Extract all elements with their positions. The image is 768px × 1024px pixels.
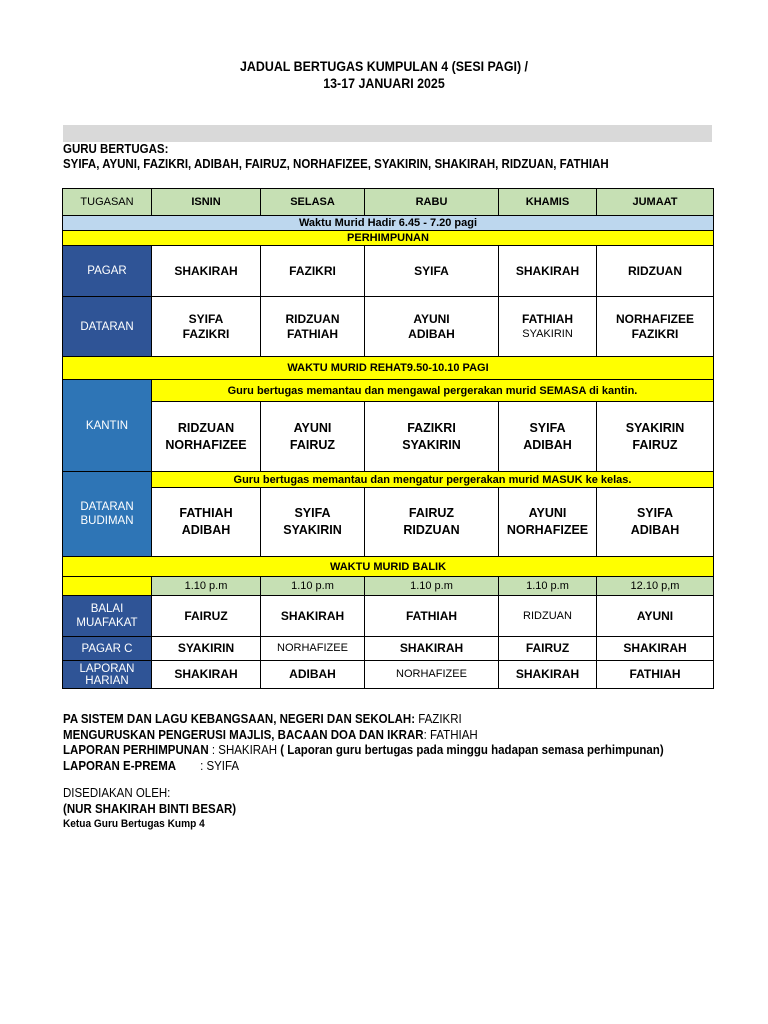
pagar-c-khamis: FAIRUZ xyxy=(499,637,597,661)
dataran-khamis-2: SYAKIRIN xyxy=(522,327,573,340)
kantin-row xyxy=(63,402,714,472)
kantin-label: KANTIN xyxy=(63,380,152,472)
guru-label: GURU BERTUGAS: xyxy=(63,142,169,156)
dataran-budiman-label xyxy=(63,472,152,557)
budiman-jumaat xyxy=(597,488,714,557)
dataran-isnin-2: FAZIKRI xyxy=(182,326,230,341)
time-row xyxy=(63,577,714,596)
preparer-position-text: Ketua Guru Bertugas Kump 4 xyxy=(63,818,205,830)
kantin-isnin-1: RIDZUAN xyxy=(177,420,235,435)
majlis-value: : FATHIAH xyxy=(423,727,478,742)
kantin-rabu-1: FAZIKRI xyxy=(407,420,456,435)
pagar-label: PAGAR xyxy=(63,246,152,297)
header-khamis: KHAMIS xyxy=(499,189,597,216)
laporan-eprema-value: : SYIFA xyxy=(200,758,240,773)
dataran-label: DATARAN xyxy=(63,297,152,357)
perhimpunan-banner: PERHIMPUNAN xyxy=(63,231,714,246)
disediakan-oleh: DISEDIAKAN OLEH: xyxy=(63,786,171,800)
kantin-selasa xyxy=(261,402,365,472)
balai-label xyxy=(63,596,152,637)
budiman-selasa-2: SYAKIRIN xyxy=(283,523,342,537)
balai-label-2: MUAFAKAT xyxy=(76,617,138,629)
dataran-selasa-2: FATHIAH xyxy=(286,326,339,341)
dataran-isnin xyxy=(152,297,261,357)
laporan-perhimpunan-value: : SHAKIRAH xyxy=(211,743,278,757)
pa-sistem-line xyxy=(63,712,698,728)
balai-jumaat: AYUNI xyxy=(597,596,714,637)
kantin-rabu-2: SYAKIRIN xyxy=(402,437,461,452)
pagar-c-isnin: SYAKIRIN xyxy=(152,637,261,661)
document-title xyxy=(31,58,738,92)
majlis-line xyxy=(63,728,698,744)
laporan-harian-label xyxy=(63,661,152,689)
laporan-selasa: ADIBAH xyxy=(261,661,365,689)
laporan-perhimpunan-line xyxy=(63,743,698,759)
laporan-rabu: NORHAFIZEE xyxy=(365,661,499,689)
balik-banner: WAKTU MURID BALIK xyxy=(63,557,714,577)
waktu-hadir-row xyxy=(63,216,714,231)
kantin-khamis-2: ADIBAH xyxy=(523,437,572,452)
pagar-rabu: SYIFA xyxy=(365,246,499,297)
kantin-selasa-2: FAIRUZ xyxy=(289,437,336,452)
kantin-note: Guru bertugas memantau dan mengawal pergerakan murid SEMASA di kantin. xyxy=(152,380,714,402)
laporan-perhimpunan-label: LAPORAN PERHIMPUNAN xyxy=(63,743,209,757)
kantin-note-row xyxy=(63,380,714,402)
pagar-c-label: PAGAR C xyxy=(63,637,152,661)
pagar-selasa: FAZIKRI xyxy=(261,246,365,297)
footer-spacer xyxy=(63,774,698,786)
header-selasa: SELASA xyxy=(261,189,365,216)
waktu-hadir-banner: Waktu Murid Hadir 6.45 - 7.20 pagi xyxy=(63,216,714,231)
balai-khamis: RIDZUAN xyxy=(499,596,597,637)
budiman-selasa-1: SYIFA xyxy=(294,506,331,520)
pagar-jumaat: RIDZUAN xyxy=(597,246,714,297)
guru-bertugas-block xyxy=(63,142,689,172)
dataran-rabu xyxy=(365,297,499,357)
balai-row xyxy=(63,596,714,637)
pa-sistem-label: PA SISTEM DAN LAGU KEBANGSAAN, NEGERI DAN SEKOLAH: xyxy=(63,712,416,726)
dataran-row xyxy=(63,297,714,357)
rehat-banner: WAKTU MURID REHAT9.50-10.10 PAGI xyxy=(63,357,714,380)
dataran-budiman-note-row xyxy=(63,472,714,488)
pagar-isnin: SHAKIRAH xyxy=(152,246,261,297)
time-khamis: 1.10 p.m xyxy=(499,577,597,596)
grey-separator-band xyxy=(63,125,712,142)
title-line-1: JADUAL BERTUGAS KUMPULAN 4 (SESI PAGI) / xyxy=(240,59,528,74)
budiman-khamis xyxy=(499,488,597,557)
dataran-jumaat-2: FAZIKRI xyxy=(631,326,679,341)
budiman-rabu-2: RIDZUAN xyxy=(403,523,460,537)
kantin-khamis xyxy=(499,402,597,472)
budiman-isnin-2: ADIBAH xyxy=(181,523,231,537)
dataran-budiman-label-1: DATARAN xyxy=(80,501,134,513)
pagar-khamis: SHAKIRAH xyxy=(499,246,597,297)
time-jumaat: 12.10 p,m xyxy=(597,577,714,596)
balai-rabu: FATHIAH xyxy=(365,596,499,637)
balai-isnin: FAIRUZ xyxy=(152,596,261,637)
budiman-jumaat-2: ADIBAH xyxy=(630,523,680,537)
kantin-rabu xyxy=(365,402,499,472)
dataran-rabu-1: AYUNI xyxy=(413,311,450,326)
budiman-khamis-1: AYUNI xyxy=(528,506,567,520)
pagar-row xyxy=(63,246,714,297)
kantin-isnin xyxy=(152,402,261,472)
kantin-jumaat-2: FAIRUZ xyxy=(632,437,678,452)
laporan-harian-row xyxy=(63,661,714,689)
budiman-isnin-1: FATHIAH xyxy=(179,506,233,520)
duty-schedule-table xyxy=(62,188,714,689)
guru-names: SYIFA, AYUNI, FAZIKRI, ADIBAH, FAIRUZ, NORHAFIZEE, SYAKIRIN, SHAKIRAH, RIDZUAN, FATHIAH xyxy=(63,157,609,171)
budiman-rabu-1: FAIRUZ xyxy=(408,506,455,520)
laporan-harian-label-1: LAPORAN xyxy=(79,662,135,675)
dataran-khamis-1: FATHIAH xyxy=(521,311,574,326)
header-rabu: RABU xyxy=(365,189,499,216)
kantin-isnin-2: NORHAFIZEE xyxy=(165,437,247,452)
budiman-selasa xyxy=(261,488,365,557)
time-isnin: 1.10 p.m xyxy=(152,577,261,596)
dataran-selasa xyxy=(261,297,365,357)
rehat-row xyxy=(63,357,714,380)
header-tugasan: TUGASAN xyxy=(63,189,152,216)
dataran-budiman-label-2: BUDIMAN xyxy=(80,515,134,527)
dataran-budiman-row xyxy=(63,488,714,557)
budiman-isnin xyxy=(152,488,261,557)
header-row xyxy=(63,189,714,216)
laporan-harian-label-2: HARIAN xyxy=(85,674,129,687)
dataran-jumaat-1: NORHAFIZEE xyxy=(616,311,694,326)
preparer-position xyxy=(63,817,698,833)
pagar-c-row xyxy=(63,637,714,661)
pa-sistem-value: FAZIKRI xyxy=(418,712,462,726)
header-isnin: ISNIN xyxy=(152,189,261,216)
dataran-budiman-note: Guru bertugas memantau dan mengatur pergerakan murid MASUK ke kelas. xyxy=(152,472,714,488)
perhimpunan-row xyxy=(63,231,714,246)
laporan-eprema-label: LAPORAN E-PREMA xyxy=(63,758,177,773)
budiman-khamis-2: NORHAFIZEE xyxy=(506,523,589,537)
laporan-eprema-line xyxy=(63,759,698,775)
laporan-jumaat: FATHIAH xyxy=(597,661,714,689)
budiman-rabu xyxy=(365,488,499,557)
laporan-perhimpunan-note: ( Laporan guru bertugas pada minggu hadapan semasa perhimpunan) xyxy=(280,743,664,757)
laporan-khamis: SHAKIRAH xyxy=(499,661,597,689)
laporan-isnin: SHAKIRAH xyxy=(152,661,261,689)
footer-notes xyxy=(63,712,698,833)
majlis-label: MENGURUSKAN PENGERUSI MAJLIS, BACAAN DOA DAN IKRAR xyxy=(63,727,424,742)
balai-label-1: BALAI xyxy=(90,603,124,615)
pagar-c-jumaat: SHAKIRAH xyxy=(597,637,714,661)
preparer-name-text: (NUR SHAKIRAH BINTI BESAR) xyxy=(63,801,237,816)
balik-row xyxy=(63,557,714,577)
kantin-jumaat xyxy=(597,402,714,472)
pagar-c-selasa: NORHAFIZEE xyxy=(261,637,365,661)
time-rabu: 1.10 p.m xyxy=(365,577,499,596)
pagar-c-rabu: SHAKIRAH xyxy=(365,637,499,661)
dataran-rabu-2: ADIBAH xyxy=(408,326,455,341)
dataran-isnin-1: SYIFA xyxy=(188,311,224,326)
budiman-jumaat-1: SYIFA xyxy=(636,506,674,520)
dataran-jumaat xyxy=(597,297,714,357)
time-selasa: 1.10 p.m xyxy=(261,577,365,596)
preparer-name xyxy=(63,802,698,818)
balai-selasa: SHAKIRAH xyxy=(261,596,365,637)
dataran-khamis xyxy=(499,297,597,357)
kantin-selasa-1: AYUNI xyxy=(293,420,332,435)
kantin-jumaat-1: SYAKIRIN xyxy=(625,420,685,435)
time-row-blank xyxy=(63,577,152,596)
title-line-2: 13-17 JANUARI 2025 xyxy=(323,76,445,91)
header-jumaat: JUMAAT xyxy=(597,189,714,216)
kantin-khamis-1: SYIFA xyxy=(529,420,566,435)
dataran-selasa-1: RIDZUAN xyxy=(285,311,340,326)
